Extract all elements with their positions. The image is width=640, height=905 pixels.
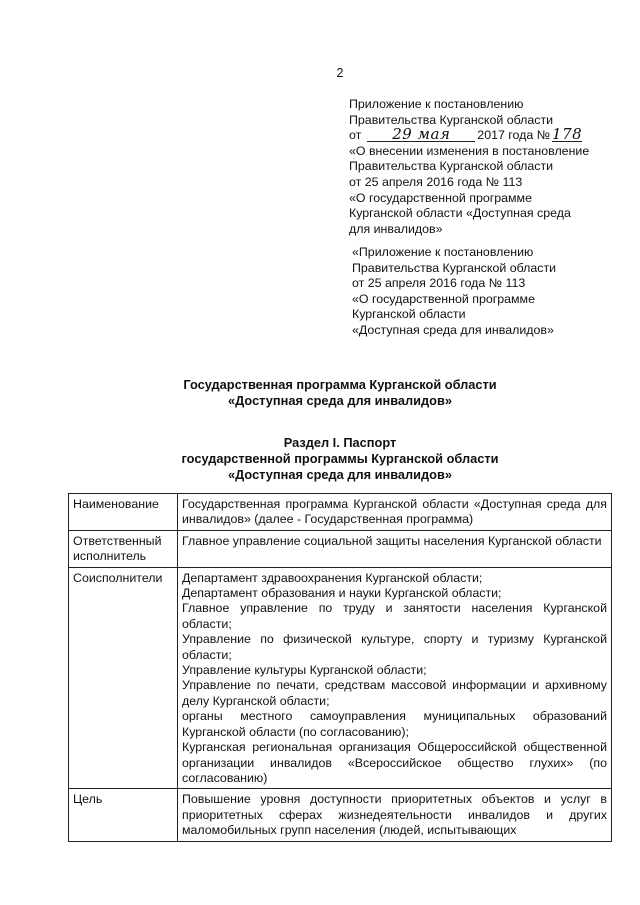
row-value: Повышение уровня доступности приоритетных объектов и услуг в приоритетных сферах жизнедеятельности инвалидов и других маломобильных групп населения (людей, испытывающих bbox=[178, 789, 612, 841]
co-executor-item: Департамент здравоохранения Курганской области; bbox=[182, 570, 483, 585]
section-title bbox=[0, 435, 640, 482]
row-value-list bbox=[178, 567, 612, 789]
row-label: Соисполнители bbox=[69, 567, 178, 789]
section-title-line: Раздел I. Паспорт bbox=[283, 435, 397, 450]
appendix-line: от 25 апреля 2016 года № 113 bbox=[352, 276, 526, 291]
program-title-line: «Доступная среда для инвалидов» bbox=[228, 392, 452, 408]
section-title-line: государственной программы Курганской области bbox=[181, 450, 499, 466]
appendix-line: Правительства Курганской области bbox=[349, 159, 554, 174]
appendix-line: для инвалидов» bbox=[349, 221, 443, 236]
program-title bbox=[0, 377, 640, 409]
table-row bbox=[69, 530, 612, 567]
co-executor-item: Курганская региональная организация Общероссийской общественной организации инвалидов «Всероссийское общество глухих» (по согласованию) bbox=[182, 740, 607, 785]
date-prefix: от bbox=[349, 128, 362, 143]
program-title-line: Государственная программа Курганской области bbox=[183, 377, 497, 392]
row-value: Главное управление социальной защиты населения Курганской области bbox=[178, 530, 612, 567]
handwritten-number: 178 bbox=[552, 125, 583, 144]
row-label: Цель bbox=[69, 789, 178, 841]
co-executor-item: Управление по печати, средствам массовой информации и архивному делу Курганской области; bbox=[182, 678, 607, 708]
appendix-line: «О государственной программе bbox=[349, 190, 532, 205]
appendix-header bbox=[349, 97, 619, 237]
appendix-line: «Приложение к постановлению bbox=[352, 245, 534, 259]
row-label: Ответственный исполнитель bbox=[69, 530, 178, 567]
appendix-line: Курганской области «Доступная среда bbox=[349, 206, 571, 221]
co-executor-item: Главное управление по труду и занятости населения Курганской области; bbox=[182, 601, 607, 631]
row-value: Государственная программа Курганской области «Доступная среда для инвалидов» (далее - Государственная программа) bbox=[178, 494, 612, 531]
table-row bbox=[69, 567, 612, 789]
original-appendix-header bbox=[352, 245, 622, 339]
passport-table bbox=[68, 493, 612, 842]
co-executor-item: органы местного самоуправления муниципальных образований Курганской области (по согласованию); bbox=[182, 709, 607, 739]
co-executor-item: Управление по физической культуре, спорту и туризму Курганской области; bbox=[182, 632, 607, 662]
page-number: 2 bbox=[336, 66, 344, 80]
appendix-line: «Доступная среда для инвалидов» bbox=[352, 322, 554, 337]
appendix-date-line bbox=[349, 125, 619, 144]
table-row bbox=[69, 494, 612, 531]
appendix-line: «О внесении изменения в постановление bbox=[349, 143, 590, 158]
handwritten-date: 29 мая bbox=[367, 128, 475, 142]
appendix-line: от 25 апреля 2016 года № 113 bbox=[349, 174, 523, 189]
co-executor-item: Управление культуры Курганской области; bbox=[182, 663, 427, 678]
appendix-line: «О государственной программе bbox=[352, 291, 535, 306]
appendix-line: Курганской области bbox=[352, 307, 466, 322]
year-text: 2017 года № bbox=[477, 128, 551, 143]
co-executor-item: Департамент образования и науки Курганской области; bbox=[182, 586, 502, 601]
row-label: Наименование bbox=[69, 494, 178, 531]
appendix-line: Правительства Курганской области bbox=[352, 260, 557, 275]
appendix-line: Приложение к постановлению bbox=[349, 97, 524, 111]
section-title-line: «Доступная среда для инвалидов» bbox=[228, 466, 452, 482]
appendix-line: Правительства Курганской области bbox=[349, 112, 554, 127]
table-row bbox=[69, 789, 612, 841]
